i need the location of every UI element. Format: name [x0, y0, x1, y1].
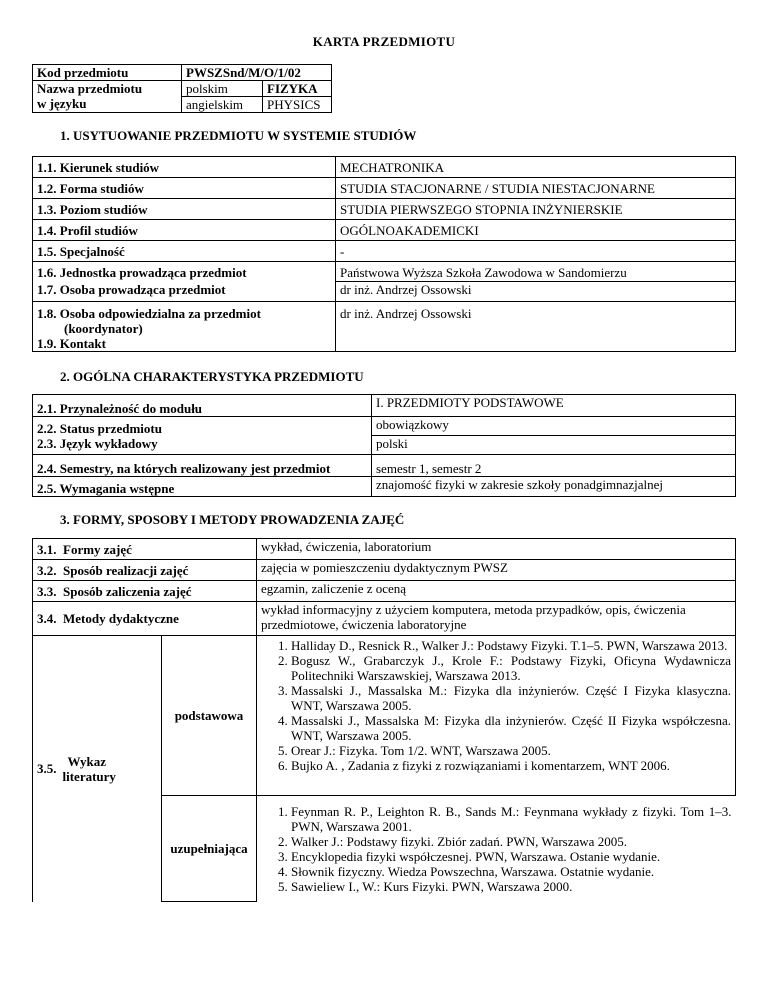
s2-value: obowiązkowy — [372, 417, 736, 436]
s3-value: wykład informacyjny z użyciem komputera, metoda przypadków, opis, ćwiczenia przedmiotowe, ćwiczenia laboratoryjne — [257, 602, 736, 636]
section2-heading: 2. OGÓLNA CHARAKTERYSTYKA PRZEDMIOTU — [60, 369, 364, 384]
s2-label: 2.2. Status przedmiotu — [33, 417, 372, 436]
s2-label: 2.1. Przynależność do modułu — [33, 395, 372, 417]
s1-value: STUDIA PIERWSZEGO STOPNIA INŻYNIERSKIE — [336, 199, 736, 220]
code-label: Kod przedmiotu — [33, 65, 182, 81]
basic-literature-item: 1. Halliday D., Resnick R., Walker J.: Podstawy Fizyki. T.1–5. PWN, Warszawa 2013. — [291, 638, 731, 653]
basic-literature-label: podstawowa — [162, 636, 257, 796]
s3-value: zajęcia w pomieszczeniu dydaktycznym PWSZ — [257, 560, 736, 581]
s1-value: dr inż. Andrzej Ossowski — [336, 282, 736, 302]
section3-heading: 3. FORMY, SPOSOBY I METODY PROWADZENIA ZAJĘĆ — [60, 512, 405, 527]
section2-table — [32, 394, 736, 497]
supplementary-literature-item: 1. Feynman R. P., Leighton R. B., Sands M.: Feynmana wykłady z fizyki. Tom 1–3. PWN, Warszawa 2001. — [291, 804, 732, 834]
s3-label-text: Metody dydaktyczne — [63, 611, 179, 626]
supplementary-literature-item: 2. Walker J.: Podstawy fizyki. Zbiór zadań. PWN, Warszawa 2005. — [291, 834, 732, 849]
s3-label — [33, 560, 257, 581]
s3-label-text: Formy zajęć — [63, 541, 132, 557]
supplementary-literature-ol — [261, 804, 732, 894]
literature-label — [33, 636, 162, 902]
s1-label: 1.4. Profil studiów — [33, 220, 336, 241]
s1-label: 1.1. Kierunek studiów — [33, 157, 336, 178]
supplementary-literature-list — [257, 796, 736, 902]
s2-value: I. PRZEDMIOTY PODSTAWOWE — [372, 395, 736, 417]
supplementary-literature-label: uzupełniająca — [162, 796, 257, 902]
s3-label-text: Sposób zaliczenia zajęć — [63, 583, 192, 599]
basic-literature-item: 6. Bujko A. , Zadania z fizyki z rozwiązaniami i komentarzem, WNT 2006. — [291, 758, 731, 773]
s1-label: 1.7. Osoba prowadząca przedmiot — [33, 282, 336, 302]
basic-literature-list — [257, 636, 736, 796]
section3-table — [32, 538, 736, 902]
english-value: PHYSICS — [263, 97, 332, 113]
basic-literature-item: 5. Orear J.: Fizyka. Tom 1/2. WNT, Warszawa 2005. — [291, 743, 731, 758]
basic-literature-item: 2. Bogusz W., Grabarczyk J., Krole F.: Podstawy Fizyki, Oficyna Wydawnicza Politechniki Warszawskiej, Warszawa 2013. — [291, 653, 731, 683]
s2-label: 2.3. Język wykładowy — [33, 436, 372, 455]
s1-label: 1.5. Specjalność — [33, 241, 336, 262]
basic-literature-item: 4. Massalski J., Massalska M: Fizyka dla inżynierów. Część II Fizyka współczesna. WNT, Warszawa 2005. — [291, 713, 731, 743]
s3-label — [33, 581, 257, 602]
supplementary-literature-item: 3. Encyklopedia fizyki współczesnej. PWN, Warszawa. Ostanie wydanie. — [291, 849, 732, 864]
s3-value: egzamin, zaliczenie z oceną — [257, 581, 736, 602]
s2-value: polski — [372, 436, 736, 455]
course-header-table — [32, 64, 332, 113]
s3-num: 3.4. — [37, 611, 57, 626]
s3-num: 3.2. — [37, 562, 57, 578]
name-label-line1: Nazwa przedmiotu — [37, 81, 143, 96]
s3-label — [33, 602, 257, 636]
name-label — [33, 81, 182, 113]
s1-label: 1.9. Kontakt — [33, 336, 336, 352]
s2-label: 2.5. Wymagania wstępne — [33, 477, 372, 497]
english-label: angielskim — [182, 97, 263, 113]
s1-label: 1.6. Jednostka prowadząca przedmiot — [33, 262, 336, 282]
s1-value: MECHATRONIKA — [336, 157, 736, 178]
code-value: PWSZSnd/M/O/1/02 — [182, 65, 332, 81]
polish-label: polskim — [182, 81, 263, 97]
s1-label-line2: (koordynator) — [64, 321, 143, 336]
s3-value: wykład, ćwiczenia, laboratorium — [257, 539, 736, 560]
literature-num: 3.5. — [37, 761, 57, 777]
basic-literature-item: 3. Massalski J., Massalska M.: Fizyka dla inżynierów. Część I Fizyka klasyczna. WNT, Warszawa 2005. — [291, 683, 731, 713]
literature-label-line2: literatury — [62, 768, 116, 784]
s3-num: 3.3. — [37, 583, 57, 599]
page-title: KARTA PRZEDMIOTU — [312, 34, 456, 49]
s1-value: STUDIA STACJONARNE / STUDIA NIESTACJONARNE — [336, 178, 736, 199]
s2-value: znajomość fizyki w zakresie szkoły ponadgimnazjalnej — [372, 477, 736, 497]
s1-value: dr inż. Andrzej Ossowski — [336, 302, 736, 352]
section1-table — [32, 156, 736, 352]
s2-value: semestr 1, semestr 2 — [372, 455, 736, 477]
s1-label-line1: 1.8. Osoba odpowiedzialna za przedmiot — [37, 306, 261, 321]
literature-label-text — [63, 754, 116, 784]
literature-label-line1: Wykaz — [67, 753, 107, 769]
supplementary-literature-item: 5. Sawieliew I., W.: Kurs Fizyki. PWN, Warszawa 2000. — [291, 879, 732, 894]
s1-label: 1.3. Poziom studiów — [33, 199, 336, 220]
s3-label — [33, 539, 257, 560]
s3-num: 3.1. — [37, 541, 57, 557]
s1-value: OGÓLNOAKADEMICKI — [336, 220, 736, 241]
name-label-line2: w języku — [37, 96, 87, 111]
supplementary-literature-item: 4. Słownik fizyczny. Wiedza Powszechna, Warszawa. Ostatnie wydanie. — [291, 864, 732, 879]
s1-label — [33, 302, 336, 337]
s1-label: 1.2. Forma studiów — [33, 178, 336, 199]
s2-label: 2.4. Semestry, na których realizowany jest przedmiot — [33, 455, 372, 477]
section1-heading: 1. USYTUOWANIE PRZEDMIOTU W SYSTEMIE STUDIÓW — [60, 128, 417, 143]
s3-label-text: Sposób realizacji zajęć — [63, 562, 189, 578]
s1-value: Państwowa Wyższa Szkoła Zawodowa w Sandomierzu — [336, 262, 736, 282]
s1-value: - — [336, 241, 736, 262]
basic-literature-ol — [261, 638, 731, 773]
polish-value: FIZYKA — [263, 81, 332, 97]
